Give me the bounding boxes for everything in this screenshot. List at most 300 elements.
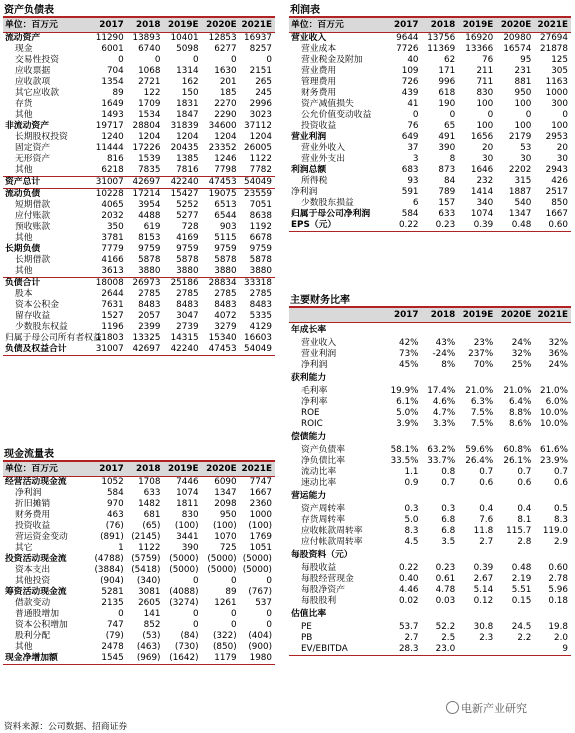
header-year: 2017	[90, 462, 127, 477]
cell-value: 2.19	[511, 574, 532, 584]
cell-value: 2.67	[473, 574, 494, 584]
cell-value: 3954	[138, 200, 161, 210]
cell-value: 42%	[398, 338, 419, 348]
cell-value: 439	[401, 88, 419, 98]
cell-value: 633	[438, 209, 456, 219]
cell-value: 340	[476, 198, 494, 208]
table-row	[3, 554, 275, 565]
cell-value: 1000	[249, 510, 272, 520]
cell-value: 8483	[214, 300, 237, 310]
cell-value: (900)	[248, 642, 272, 652]
cell-value: 9644	[396, 33, 419, 43]
cell-value: 76	[482, 55, 494, 65]
cell-value: 2202	[508, 165, 532, 175]
cell-value: 1539	[138, 154, 161, 164]
cell-value: 852	[143, 620, 161, 630]
row-label: PB	[301, 633, 313, 643]
cell-value: 16603	[244, 333, 272, 343]
row-label: 预收账款	[15, 222, 51, 232]
cell-value: 1534	[138, 110, 161, 120]
cell-value: 5878	[214, 255, 237, 265]
cell-value: 40	[407, 55, 419, 65]
cell-value: 830	[476, 88, 494, 98]
cell-value: 16937	[244, 33, 272, 43]
row-label: 应收款项	[15, 77, 51, 87]
cell-value: 584	[106, 488, 124, 498]
cell-value: 7816	[176, 165, 199, 175]
table-row	[3, 121, 275, 132]
row-label: 每股收益	[301, 563, 337, 573]
table-row	[289, 633, 571, 644]
cell-value: 23.0	[422, 644, 459, 656]
cell-value: 84	[443, 176, 456, 186]
cell-value: 26.4%	[465, 456, 494, 466]
cell-value: 201	[219, 77, 237, 87]
cell-value: 8	[449, 154, 456, 164]
cell-value: 970	[106, 499, 124, 509]
cell-value	[422, 430, 459, 445]
table-row	[289, 548, 571, 563]
cell-value: 5277	[176, 211, 199, 221]
table-row	[3, 488, 275, 499]
cell-value: 1847	[176, 110, 199, 120]
cell-value: 1179	[202, 653, 240, 665]
cell-value: 5281	[101, 587, 124, 597]
cell-value: 2.78	[548, 574, 568, 584]
cell-value: 305	[551, 66, 568, 76]
cell-value: 1246	[214, 154, 237, 164]
table-row	[289, 176, 571, 187]
table-row	[289, 360, 571, 371]
cell-value: 43%	[435, 338, 456, 348]
table-row	[289, 349, 571, 360]
cell-value: 24%	[511, 338, 532, 348]
row-label: 年成长率	[291, 325, 327, 335]
cell-value: 2290	[214, 110, 237, 120]
header-unit: 单位：百万元	[3, 18, 90, 33]
cell-value: 93	[407, 176, 419, 186]
row-label: 归属于母公司净利润	[291, 209, 371, 219]
table-row	[289, 596, 571, 607]
table-row	[289, 165, 571, 176]
cell-value: 6740	[138, 44, 161, 54]
cell-value: (969)	[127, 653, 164, 665]
cell-value: (5000)	[242, 554, 272, 564]
cell-value: 0.4	[517, 504, 532, 514]
cell-value: 0	[266, 620, 272, 630]
row-label: 其他	[15, 165, 33, 175]
cell-value: 25%	[511, 360, 532, 370]
table-row	[289, 44, 571, 55]
cell-value: 3279	[214, 322, 237, 332]
cell-value: 8.3	[404, 526, 419, 536]
header-year: 2017	[385, 18, 422, 33]
cell-value: 3441	[176, 532, 199, 542]
cell-value: 6001	[101, 44, 124, 54]
cell-value: 728	[181, 222, 199, 232]
cell-value: 4129	[249, 322, 272, 332]
table-row	[289, 77, 571, 88]
cell-value: (404)	[248, 631, 272, 641]
cell-value	[496, 489, 534, 504]
cell-value: 62	[443, 55, 456, 65]
cell-value: (322)	[212, 631, 237, 641]
table-row	[289, 478, 571, 489]
row-label: 营业税金及附加	[301, 55, 363, 65]
table-row	[289, 585, 571, 596]
table-row	[289, 445, 571, 456]
cell-value: 2785	[214, 289, 237, 299]
table-row	[289, 66, 571, 77]
table-row	[3, 211, 275, 222]
cell-value: 11.8	[473, 526, 494, 536]
cell-value: 70%	[473, 360, 494, 370]
cell-value: 1192	[249, 222, 272, 232]
row-label: 营业利润	[301, 349, 337, 359]
cell-value: 1831	[176, 99, 199, 109]
cell-value: 26973	[127, 278, 164, 290]
table-row	[289, 121, 571, 132]
cell-value: 23352	[208, 143, 237, 153]
cell-value: 1261	[214, 598, 237, 608]
row-label: 净利率	[301, 397, 328, 407]
cell-value: (5000)	[242, 565, 272, 575]
cell-value: 0.61	[435, 574, 456, 584]
cell-value: 7747	[249, 477, 272, 487]
row-label: 其它应收款	[15, 88, 59, 98]
cell-value: 1122	[249, 154, 272, 164]
cell-value: 21.0%	[540, 386, 568, 396]
table-row	[3, 598, 275, 609]
header-year: 2020E	[202, 462, 240, 477]
header-year: 2018	[127, 462, 164, 477]
cell-value: 5878	[249, 255, 272, 265]
table-row	[289, 504, 571, 515]
cell-value: 53.7	[398, 622, 419, 632]
header-year: 2019E	[163, 462, 201, 477]
cell-value: 4488	[138, 211, 161, 221]
cell-value: 19717	[95, 121, 124, 131]
table-row	[289, 430, 571, 445]
cell-value: 3613	[101, 266, 124, 276]
cell-value	[422, 548, 459, 563]
table-row	[289, 132, 571, 143]
cell-value: 2996	[249, 99, 272, 109]
cell-value: 903	[219, 222, 237, 232]
cell-value: 7051	[249, 200, 272, 210]
cell-value: 0.8	[441, 467, 456, 477]
table-row	[3, 255, 275, 266]
cell-value: 37112	[244, 121, 272, 131]
cell-value: 3.3%	[432, 419, 456, 429]
cell-value: 100	[514, 121, 532, 131]
row-label: 每股净资产	[301, 585, 345, 595]
cell-value: 0.40	[398, 574, 419, 584]
cell-value: 5115	[214, 233, 237, 243]
cell-value: 315	[514, 176, 532, 186]
cell-value: 141	[143, 609, 161, 619]
row-label: 每股资料（元）	[291, 550, 353, 560]
table-row	[289, 574, 571, 585]
table-row	[289, 397, 571, 408]
cell-value: 2517	[545, 187, 568, 197]
cell-value: 21.0%	[503, 386, 532, 396]
row-label: 资产总计	[3, 177, 90, 189]
table-row	[3, 289, 275, 300]
balance-sheet-title: 资产负债表	[3, 3, 275, 18]
cell-value: 6544	[214, 211, 237, 221]
table-row	[3, 110, 275, 121]
row-label: 估值比率	[291, 609, 327, 619]
table-row	[289, 537, 571, 548]
cell-value: 1667	[249, 488, 272, 498]
cell-value: 211	[476, 66, 494, 76]
row-label: 净利润	[15, 488, 42, 498]
table-row	[289, 110, 571, 121]
cell-value: 2605	[138, 598, 161, 608]
row-label: 股本	[15, 289, 33, 299]
table-row	[3, 33, 275, 45]
cell-value: 2151	[249, 66, 272, 76]
cell-value	[534, 489, 571, 504]
row-label: 归属于母公司所有者权益	[5, 333, 102, 343]
cell-value: 17214	[127, 189, 164, 201]
cell-value: 9759	[176, 244, 199, 254]
row-label: 少数股东损益	[301, 198, 354, 208]
cell-value: 726	[401, 77, 419, 87]
row-label: 营运能力	[291, 491, 327, 501]
cell-value: 150	[181, 88, 199, 98]
cell-value: 15340	[208, 333, 237, 343]
row-label: 投资收益	[301, 121, 337, 131]
cell-value: 185	[219, 88, 237, 98]
header-year: 2021E	[534, 308, 571, 323]
cell-value: 33.7%	[427, 456, 456, 466]
cell-value: 0	[231, 620, 237, 630]
row-label: 营业收入	[301, 338, 337, 348]
balance-sheet-panel	[3, 3, 275, 356]
cell-value: 8483	[138, 300, 161, 310]
cell-value: 34600	[208, 121, 237, 131]
cell-value: 28804	[132, 121, 161, 131]
cell-value: 7631	[101, 300, 124, 310]
cell-value: 0	[266, 55, 272, 65]
cell-value: 7835	[138, 165, 161, 175]
cell-value: 0.03	[435, 596, 456, 606]
cell-value: 584	[401, 209, 419, 219]
cell-value: 12853	[208, 33, 237, 43]
cell-value: 5878	[176, 255, 199, 265]
cell-value: 683	[401, 165, 419, 175]
row-label: 营业成本	[301, 44, 337, 54]
row-label: 长期股权投资	[15, 132, 68, 142]
cell-value	[496, 548, 534, 563]
cell-value: 16574	[503, 44, 532, 54]
header-year: 2019E	[458, 18, 496, 33]
table-row	[3, 510, 275, 521]
cell-value: 59.6%	[465, 445, 494, 455]
cell-value: 11290	[95, 33, 124, 43]
cell-value: (100)	[212, 521, 237, 531]
cell-value: (65)	[142, 521, 161, 531]
cash-flow-title: 现金流量表	[3, 447, 275, 462]
table-row	[3, 66, 275, 77]
row-label: 应付账款	[15, 211, 51, 221]
cell-value: 23.9%	[540, 456, 568, 466]
cell-value: 6.3%	[470, 397, 494, 407]
row-label: 营业收入	[291, 33, 327, 43]
cell-value: 7726	[396, 44, 419, 54]
cell-value: 2399	[138, 322, 161, 332]
row-label: 固定资产	[15, 143, 51, 153]
cell-value: 2943	[545, 165, 568, 175]
cell-value: 52.2	[435, 622, 456, 632]
cell-value: 7782	[249, 165, 272, 175]
cell-value: 1068	[138, 66, 161, 76]
cell-value: 1656	[470, 132, 494, 142]
cell-value: 5.96	[548, 585, 568, 595]
row-label: 短期借款	[15, 200, 51, 210]
cell-value: 2098	[214, 499, 237, 509]
cell-value: (5418)	[131, 565, 161, 575]
cell-value: 4.5	[404, 537, 419, 547]
cell-value: 850	[551, 198, 568, 208]
cell-value: 2.7	[479, 537, 494, 547]
header-year: 2018	[422, 18, 459, 33]
cell-value: 27694	[540, 33, 568, 43]
cell-value: 17226	[132, 143, 161, 153]
header-year: 2017	[385, 308, 422, 323]
cell-value: 47453	[202, 177, 240, 189]
cell-value: 15427	[163, 189, 201, 201]
cell-value: 6.8	[441, 526, 456, 536]
cell-value: 8257	[249, 44, 272, 54]
row-label: 存货周转率	[301, 515, 345, 525]
cell-value: 100	[551, 121, 568, 131]
row-label: 其它	[15, 543, 33, 553]
cell-value: 2179	[508, 132, 532, 142]
cell-value: 816	[106, 154, 124, 164]
cell-value	[458, 430, 496, 445]
cell-value: 830	[181, 510, 199, 520]
cell-value: 2953	[545, 132, 568, 142]
cell-value: 0	[192, 620, 199, 630]
table-row	[289, 456, 571, 467]
cell-value: 3880	[176, 266, 199, 276]
row-label: 折旧摊销	[15, 499, 51, 509]
cell-value: (767)	[248, 587, 272, 597]
table-row	[3, 532, 275, 543]
cell-value: 0	[487, 110, 494, 120]
cell-value: 42697	[127, 344, 164, 356]
cell-value: 9	[534, 644, 571, 656]
cell-value: 0	[562, 110, 568, 120]
row-label: 长期借款	[15, 255, 51, 265]
cell-value: 1667	[545, 209, 568, 219]
cell-value: 704	[106, 66, 124, 76]
table-row	[3, 88, 275, 99]
cell-value: 28834	[202, 278, 240, 290]
header-row	[289, 308, 571, 323]
table-row	[289, 622, 571, 633]
cell-value: 390	[181, 543, 199, 553]
cell-value: 0.4	[479, 504, 494, 514]
cell-value	[534, 323, 571, 339]
table-row	[3, 244, 275, 255]
cell-value: 426	[551, 176, 568, 186]
cell-value: 1314	[176, 66, 199, 76]
row-label: 资产周转率	[301, 504, 345, 514]
row-label: 净负债比率	[301, 456, 345, 466]
table-row	[3, 543, 275, 554]
cell-value: 0	[231, 55, 237, 65]
cell-value: 1196	[101, 322, 124, 332]
header-row	[3, 18, 275, 33]
table-row	[289, 209, 571, 220]
cell-value: 0	[231, 576, 237, 586]
table-row	[3, 266, 275, 278]
cell-value: 789	[438, 187, 456, 197]
cell-value: 1052	[101, 477, 124, 487]
cell-value: 6.1%	[396, 397, 419, 407]
cell-value: 23%	[473, 338, 494, 348]
cell-value: 950	[219, 510, 237, 520]
header-unit: 单位：百万元	[3, 462, 90, 477]
cell-value: 18008	[90, 278, 127, 290]
cell-value	[458, 548, 496, 563]
cell-value: 1347	[214, 488, 237, 498]
row-label: 股利分配	[15, 631, 51, 641]
cell-value: 881	[514, 77, 532, 87]
cell-value: 42240	[163, 177, 201, 189]
table-row	[289, 55, 571, 66]
table-row	[3, 333, 275, 344]
cell-value: 20435	[170, 143, 199, 153]
cell-value: 1051	[249, 543, 272, 553]
income-statement-panel	[289, 3, 571, 232]
cell-value: 2.5	[441, 633, 456, 643]
cell-value: 19.8	[548, 622, 568, 632]
cell-value: 5.51	[511, 585, 532, 595]
cell-value: 32%	[511, 349, 532, 359]
table-row	[3, 620, 275, 631]
cell-value: 591	[401, 187, 419, 197]
table-row	[3, 55, 275, 66]
table-row	[289, 408, 571, 419]
cell-value: 7.5%	[470, 419, 494, 429]
cell-value: 2785	[176, 289, 199, 299]
cell-value: 0	[192, 576, 199, 586]
cell-value: 54049	[240, 344, 275, 356]
cell-value: (5000)	[207, 554, 237, 564]
cell-value: 28.3	[385, 644, 422, 656]
row-label: 现金净增加额	[3, 653, 90, 665]
cell-value: 5.0	[404, 515, 419, 525]
cell-value: 20	[556, 143, 568, 153]
cell-value: 162	[181, 77, 199, 87]
cell-value	[496, 644, 534, 656]
cell-value: 0.18	[548, 596, 568, 606]
cell-value: 1980	[240, 653, 275, 665]
cell-value: 0	[266, 609, 272, 619]
cell-value: 42240	[163, 344, 201, 356]
cell-value	[422, 607, 459, 622]
table-row	[3, 189, 275, 201]
cell-value: 30	[482, 154, 494, 164]
balance-sheet-table	[3, 18, 275, 356]
cell-value: 9759	[138, 244, 161, 254]
cell-value: (904)	[100, 576, 124, 586]
